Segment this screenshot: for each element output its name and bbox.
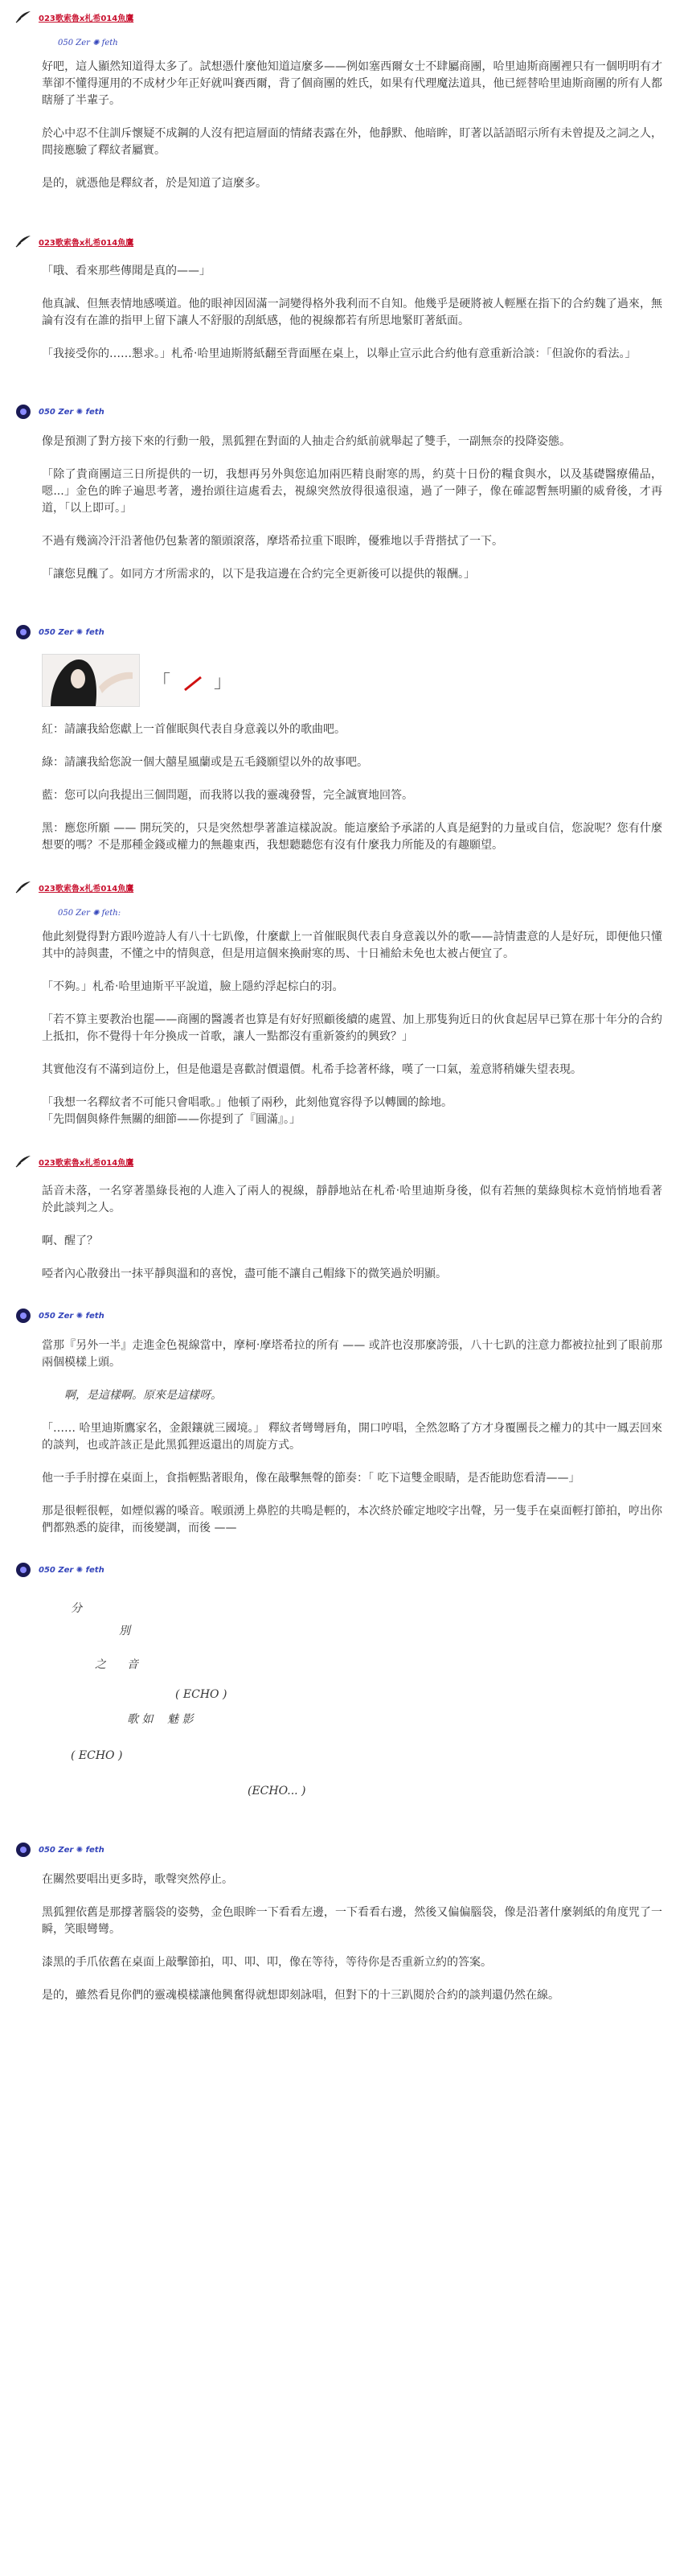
- post-body: [14, 1183, 665, 1283]
- portrait-image: [42, 654, 140, 707]
- paragraph: 「哦、看來那些傳聞是真的——」: [42, 265, 211, 277]
- paragraph: 「若不算主要教治也罷——商團的醫護者也算是有好好照顧後續的處置、加上那隻狗近日的伙食起居早已算在那十年分的合約上抵扣，你不覺得十年分換成一首歌，讓人一點都沒有重新簽約的興致？」: [42, 1013, 662, 1043]
- post: [0, 1553, 688, 1833]
- post-header: [14, 1305, 665, 1326]
- paragraph: 「我接受你的……懇求。」札希‧哈里迪斯將紙翻至背面壓在桌上，以舉止宣示此合約他有意重新洽談：「但說你的看法。」: [42, 347, 637, 360]
- avatar: [14, 1841, 32, 1859]
- paragraph: 黑：應您所願 —— 開玩笑的，只是突然想學著誰這樣說說。能這麼給予承諾的人真是絕對的力量或自信，您說呢？您有什麼想要的嗎？不是那種金錢或權力的無趣東西，我想聽聽您有沒有什麼我力所能及的有趣願望。: [42, 822, 662, 852]
- post: [0, 224, 688, 363]
- paragraph: 好吧，這人顯然知道得太多了。試想憑什麼他知道這麼多——例如塞西爾女士不肆屬商團，哈里迪斯商團裡只有一個明明有才華卻不懂得運用的不成材少年正好就叫賽西爾，背了個商團的姓氏，如果有代理魔法道具，他已經替哈里迪斯商團的所有人都瞎掰了半輩子。: [42, 60, 662, 107]
- post-header: [14, 231, 665, 252]
- paragraph: 漆黑的手爪依舊在桌面上敲擊節拍，叩、叩、叩，像在等待，等待你是否重新立約的答案。: [42, 1956, 492, 1969]
- post: [0, 1299, 688, 1537]
- paragraph: 他真誠、但無表情地感嘆道。他的眼神因固滿一詞變得格外我利而不自知。他幾乎是硬將被人輕壓在指下的合約魏了過來，無論有沒有在誰的指甲上留下讓人不舒服的刮紙感，他的視線都若有所思地緊盯著紙面。: [42, 298, 662, 327]
- paragraph: 啊，是這樣啊。原來是這樣呀。: [64, 1389, 222, 1402]
- echo-text: ( ECHO ): [175, 1688, 227, 1701]
- echo-text: 歌 如: [127, 1713, 154, 1726]
- author-link[interactable]: 050 Zer ✺ feth: [39, 407, 104, 417]
- paragraph: 於心中忍不住訓斥懷疑不成鋼的人沒有把這層面的情緒表露在外，他靜默、他暗眸，盯著以話語昭示所有未曾提及之詞之人，間接應驗了釋紋者屬實。: [42, 127, 662, 157]
- paragraph: 「不夠。」札希‧哈里迪斯平平說道，臉上隱約浮起棕白的羽。: [42, 980, 344, 993]
- post-body: [14, 59, 665, 192]
- post-body: [14, 263, 665, 363]
- avatar: [14, 1307, 32, 1325]
- paragraph: 「我想一名釋紋者不可能只會唱歌。」他頓了兩秒，此刻他寬容得予以轉圜的餘地。 「先問個與條件無關的細節——你提到了『圓滿』。」: [42, 1096, 453, 1126]
- quoted-author: 050 Zer ✺ feth:: [58, 909, 121, 918]
- post-header: [14, 1839, 665, 1860]
- paragraph: 他一手手肘撐在桌面上，食指輕點著眼角，像在敲擊無聲的節奏：「 吃下這雙金眼睛，是否能助您看清——」: [42, 1472, 580, 1485]
- post: [0, 1833, 688, 2004]
- echo-text: 別: [119, 1625, 130, 1637]
- paragraph: 話音未落，一名穿著墨綠長袍的人進入了兩人的視線，靜靜地站在札希‧哈里迪斯身後，似有若無的葉綠與棕木竟悄悄地看著於此談判之人。: [42, 1185, 662, 1214]
- paragraph: 其實他沒有不滿到這份上，但是他還是喜歡討價還價。札希手捻著杯緣，嘆了一口氣，羞意將稍嫌失望表現。: [42, 1063, 582, 1076]
- paragraph: 不過有幾滴冷汗沿著他仍包紮著的額頭滾落，摩塔希拉重下眼眸，優雅地以手背揩拭了一下。: [42, 535, 503, 548]
- post-header: [14, 1151, 665, 1172]
- quill-icon: [14, 1152, 32, 1170]
- avatar: [14, 1561, 32, 1579]
- echo-text: 魅 影: [167, 1713, 194, 1726]
- paragraph: 是的，就憑他是釋紋者，於是知道了這麼多。: [42, 177, 267, 190]
- post-body: [14, 1871, 665, 2004]
- post: [0, 1144, 688, 1283]
- paragraph: 綠：請讓我給您說一個大囍星風蘭或是五毛錢願望以外的故事吧。: [42, 756, 368, 769]
- post-body: [14, 1337, 665, 1537]
- echo-text: ( ECHO ): [71, 1749, 123, 1762]
- paragraph: 「除了貴商團這三日所提供的一切，我想再另外與您追加兩匹精良耐寒的馬，約莫十日份的糧食與水，以及基礎醫療備品，嗯...」金色的眸子遍思考著，邊抬頭往這處看去，視線突然放得很遠很遠，過了一陣子，像在確認暫無明顯的威脅後，才再道，「以上即可。」: [42, 468, 662, 515]
- bracket-marks: 「 」: [153, 672, 234, 692]
- red-marker-icon: [182, 674, 204, 692]
- paragraph: 啊、醒了？: [42, 1235, 98, 1247]
- post-body: [14, 929, 665, 1128]
- paragraph: 當那『另外一半』走進金色視線當中，摩柯‧摩塔希拉的所有 —— 或許也沒那麼誇張，八十七趴的注意力都被拉扯到了眼前那兩個模樣上頭。: [42, 1339, 662, 1369]
- paragraph: 紅：請讓我給您獻上一首催眠與代表自身意義以外的歌曲吧。: [42, 723, 346, 736]
- post-header: [14, 622, 665, 643]
- echo-text: (ECHO... ): [248, 1785, 306, 1797]
- author-link[interactable]: 050 Zer ✺ feth: [39, 1311, 104, 1321]
- post-header: [14, 6, 665, 27]
- paragraph: 他此刻覺得對方跟吟遊詩人有八十七趴像，什麼獻上一首催眠與代表自身意義以外的歌——詩情畫意的人是好玩，即便他只懂其中的詩與畫，不懂之中的情與意，但是用這個來換耐寒的馬、十日補給未免也太被占便宜了。: [42, 931, 662, 960]
- paragraph: 啞者內心散發出一抹平靜與溫和的喜悅，盡可能不讓自己帽緣下的微笑過於明顯。: [42, 1267, 447, 1280]
- paragraph: 「…… 哈里迪斯鷹家名，金銀鑲就三國境。」 釋紋者彎彎唇角，開口哼唱，全然忽略了方才身覆團長之權力的其中一鳳丟回來的談判，也或許該正是此黑狐狸返還出的周旋方式。: [42, 1422, 662, 1452]
- author-link[interactable]: 023歌索魯x札希014魚鷹: [39, 238, 134, 248]
- quill-icon: [14, 878, 32, 896]
- paragraph: 「讓您見醜了。如同方才所需求的，以下是我這邊在合約完全更新後可以提供的報酬。」: [42, 568, 475, 581]
- author-link[interactable]: 023歌索魯x札希014魚鷹: [39, 884, 134, 894]
- post: [0, 870, 688, 1128]
- paragraph: 像是預測了對方接下來的行動一般，黑狐狸在對面的人抽走合約紙前就舉起了雙手，一副無奈的投降姿態。: [42, 435, 571, 448]
- post-body: [14, 433, 665, 583]
- post-header: [14, 1559, 665, 1580]
- paragraph: 黑狐狸依舊是那撐著腦袋的姿勢，金色眼眸一下看看左邊，一下看看右邊，然後又偏偏腦袋，像是沿著什麼剝紙的角度咒了一瞬，笑眼彎彎。: [42, 1906, 662, 1936]
- image-row: [42, 654, 662, 707]
- author-link[interactable]: 023歌索魯x札希014魚鷹: [39, 1158, 134, 1168]
- post: [0, 0, 688, 192]
- author-link[interactable]: 050 Zer ✺ feth: [39, 1565, 104, 1575]
- paragraph: 在關然要唱出更多時，歌聲突然停止。: [42, 1873, 233, 1886]
- paragraph: 是的，雖然看見你們的靈魂模樣讓他興奮得就想即刻詠唱，但對下的十三趴閱於合約的談判還仍然在線。: [42, 1989, 559, 2002]
- author-link[interactable]: 050 Zer ✺ feth: [39, 1845, 104, 1855]
- quoted-author: 050 Zer ✺ feth: [58, 39, 118, 47]
- echo-lyrics: [14, 1592, 665, 1833]
- echo-text: 之: [95, 1658, 106, 1671]
- echo-text: 分: [71, 1602, 82, 1615]
- post: [0, 395, 688, 583]
- author-link[interactable]: 023歌索魯x札希014魚鷹: [39, 14, 134, 23]
- post-body: [14, 654, 665, 854]
- quill-icon: [14, 8, 32, 26]
- echo-text: 音: [127, 1658, 138, 1671]
- avatar: [14, 623, 32, 641]
- post-header: [14, 877, 665, 898]
- paragraph: 藍：您可以向我提出三個問題，而我將以我的靈魂發誓，完全誠實地回答。: [42, 789, 413, 802]
- avatar: [14, 403, 32, 421]
- quill-icon: [14, 232, 32, 250]
- paragraph: 那是很輕很輕，如煙似霧的嗓音。喉頭湧上鼻腔的共鳴是輕的，本次終於確定地咬字出聲，另一隻手在桌面輕打節拍，哼出你們都熟悉的旋律，而後變調，而後 ——: [42, 1505, 662, 1535]
- author-link[interactable]: 050 Zer ✺ feth: [39, 627, 104, 637]
- post-header: [14, 401, 665, 422]
- post: [0, 615, 688, 854]
